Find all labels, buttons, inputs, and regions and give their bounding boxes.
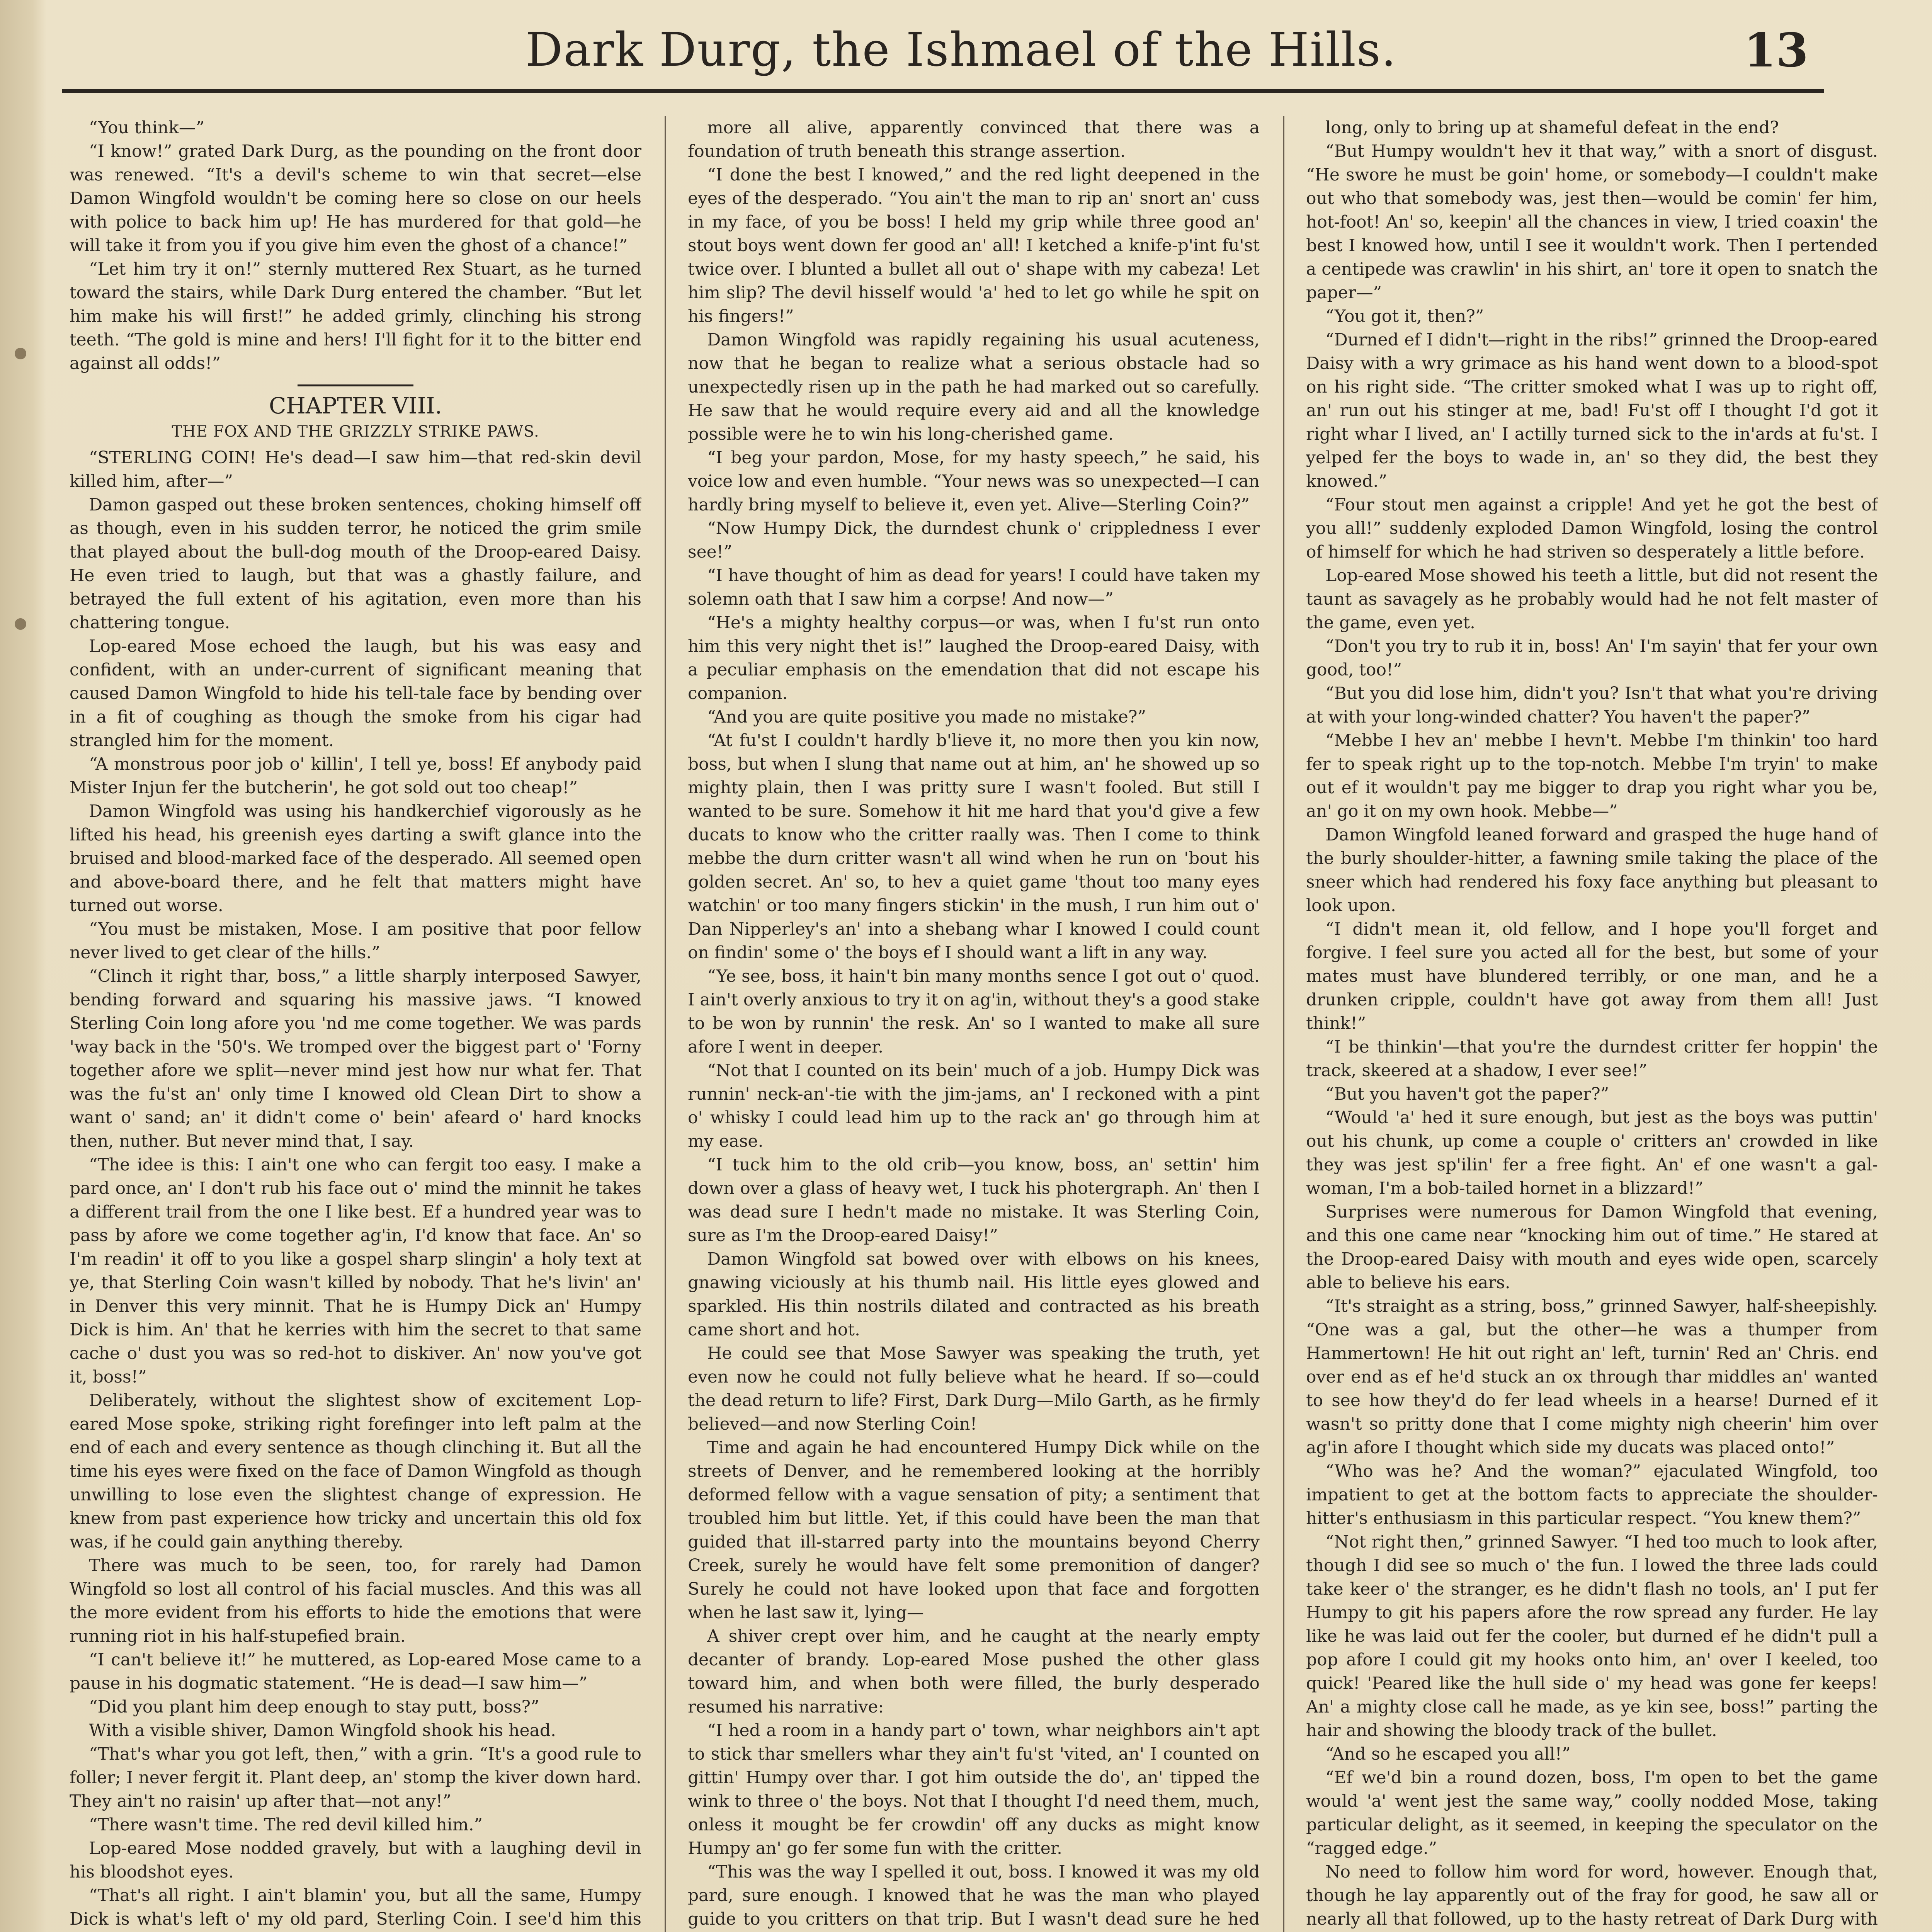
paragraph: “I beg your pardon, Mose, for my hasty speech,” he said, his voice low and even humble. “Your news was so unexpected—I can hardly bring myself to believe it, even yet. Alive—Sterling Coin?” [688, 448, 1260, 515]
paragraph: Damon Wingfold sat bowed over with elbows on his knees, gnawing viciously at his thumb nail. His little eyes glowed and sparkled. His thin nostrils dilated and contracted as his breath came short and hot. [688, 1249, 1260, 1340]
binding-hole [15, 618, 26, 630]
paragraph: “You got it, then?” [1325, 306, 1484, 326]
text-column-2 [688, 116, 1260, 1932]
paragraph: “I didn't mean it, old fellow, and I hope you'll forget and forgive. I feel sure you acted all for the best, but some of your mates must have blundered terribly, or one man, and he a drunken cripple, couldn't have got away from them all! Just think!” [1306, 919, 1878, 1033]
paragraph: “STERLING COIN! He's dead—I saw him—that red-skin devil killed him, after—” [70, 448, 641, 491]
page-number: 13 [1744, 23, 1808, 78]
paragraph: “Not right then,” grinned Sawyer. “I hed too much to look after, though I did see so much o' the fun. I lowed the three lads could take keer o' the stranger, es he didn't flash no tools, an' I put fer Humpy to git his papers afore the row spread any furder. He lay like he was laid out fer the cooler, but durned ef he didn't pull a pop afore I could git my hooks onto him, an' over I keeled, too quick! 'Peared like the hull side o' my head was gone fer keeps! An' a mighty close call he made, as ye kin see, boss!” parting the hair and showing the bloody track of the bullet. [1306, 1532, 1878, 1740]
paragraph: Damon Wingfold leaned forward and grasped the huge hand of the burly shoulder-hitter, a fawning smile taking the place of the sneer which had rendered his foxy face anything but pleasant to look upon. [1306, 825, 1878, 915]
paragraph: “He's a mighty healthy corpus—or was, when I fu'st run onto him this very night thet is!” laughed the Droop-eared Daisy, with a peculiar emphasis on the emendation that did not escape his companion. [688, 613, 1260, 703]
column-1-opening-paragraphs [70, 116, 641, 375]
paragraph: “At fu'st I couldn't hardly b'lieve it, no more then you kin now, boss, but when I slung that name out at him, an' he showed up so mighty plain, then I was pritty sure I wasn't fooled. But still I wanted to be sure. Somehow it hit me hard that you'd give a few ducats to know who the critter raally was. Then I come to think mebbe the durn critter wasn't all wind when he run on 'bout his golden secret. An' so, to hev a quiet game 'thout too many eyes watchin' or too many fingers stickin' in the mush, I run him out o' Dan Nipperley's an' into a shebang whar I knowed I could count on findin' some o' the boys ef I should want a lift in any way. [688, 731, 1260, 963]
paragraph: He could see that Mose Sawyer was speaking the truth, yet even now he could not fully believe what he heard. If so—could the dead return to life? First, Dark Durg—Milo Garth, as he firmly believed—and now Sterling Coin! [688, 1344, 1260, 1434]
paragraph: There was much to be seen, too, for rarely had Damon Wingfold so lost all control of his facial muscles. And this was all the more evident from his efforts to hide the emotions that were running riot in his half-stupefied brain. [70, 1556, 641, 1646]
paragraph: “It's straight as a string, boss,” grinned Sawyer, half-sheepishly. “One was a gal, but the other—he was a thumper from Hammertown! He hit out right an' left, turnin' Red an' Chris. end over end as ef he'd stuck an ox through thar middles an' wanted to see how they'd do fer lead wheels in a hearse! Durned ef it wasn't so pritty done that I come mighty nigh cheerin' him over ag'in afore I thought which side my ducats was placed onto!” [1306, 1296, 1878, 1458]
column-rule [665, 116, 666, 1932]
page-header [62, 8, 1824, 93]
paragraph: “A monstrous poor job o' killin', I tell ye, boss! Ef anybody paid Mister Injun fer the butcherin', he got sold out too cheap!” [70, 754, 641, 798]
paragraph: “And so he escaped you all!” [1325, 1744, 1571, 1764]
paragraph: With a visible shiver, Damon Wingfold shook his head. [89, 1721, 556, 1740]
paragraph: A shiver crept over him, and he caught at the nearly empty decanter of brandy. Lop-eared Mose pushed the other glass toward him, and when both were filled, the burly desperado resumed his narrative: [688, 1626, 1260, 1717]
paragraph: “Ye see, boss, it hain't bin many months sence I got out o' quod. I ain't overly anxious to try it on ag'in, without they's a good stake to be won by runnin' the resk. An' so I wanted to make all sure afore I went in deeper. [688, 966, 1260, 1057]
paragraph: “There wasn't time. The red devil killed him.” [89, 1815, 483, 1835]
paragraph: “Clinch it right thar, boss,” a little sharply interposed Sawyer, bending forward and squaring his massive jaws. “I knowed Sterling Coin long afore you 'nd me come together. We was pards 'way back in the '50's. We tromped over the biggest part o' 'Forny together afore we split—never mind jest how nur what fer. That was the fu'st an' only time I knowed old Clean Dirt to show a want o' sand; an' it didn't come o' bein' afeard o' hard knocks then, nuther. But never mind that, I say. [70, 966, 641, 1151]
paragraph: Damon Wingfold was using his handkerchief vigorously as he lifted his head, his greenish eyes darting a swift glance into the bruised and blood-marked face of the desperado. All seemed open and above-board there, and he felt that matters might have turned out worse. [70, 801, 641, 915]
paragraph: “I be thinkin'—that you're the durndest critter fer hoppin' the track, skeered at a shadow, I ever see!” [1306, 1037, 1878, 1080]
binding-hole [15, 348, 26, 359]
chapter-divider [298, 384, 413, 386]
paragraph: “I can't believe it!” he muttered, as Lop-eared Mose came to a pause in his dogmatic statement. “He is dead—I saw him—” [70, 1650, 641, 1693]
paragraph: “But you did lose him, didn't you? Isn't that what you're driving at with your long-winded chatter? You haven't the paper?” [1306, 684, 1878, 727]
paragraph: Lop-eared Mose echoed the laugh, but his was easy and confident, with an under-current of significant meaning that caused Damon Wingfold to hide his tell-tale face by bending over in a fit of coughing as though the smoke from his cigar had strangled him for the moment. [70, 636, 641, 750]
paragraph: Lop-eared Mose showed his teeth a little, but did not resent the taunt as savagely as he probably would had he not felt master of the game, even yet. [1306, 566, 1878, 633]
text-column-1 [70, 116, 641, 1932]
running-title: Dark Durg, the Ishmael of the Hills. [526, 23, 1397, 77]
paragraph: “You think—” [89, 118, 205, 138]
paragraph: “I done the best I knowed,” and the red light deepened in the eyes of the desperado. “You ain't the man to rip an' snort an' cuss in my face, of you be boss! I held my grip while three good an' stout boys went down fer good an' all! I ketched a knife-p'int fu'st twice over. I blunted a bullet all out o' shape with my cabeza! Let him slip? The devil hisself would 'a' hed to let go while he spit on his fingers!” [688, 165, 1260, 326]
paragraph: “That's whar you got left, then,” with a grin. “It's a good rule to foller; I never fergit it. Plant deep, an' stomp the kiver down hard. They ain't no raisin' up after that—not any!” [70, 1744, 641, 1811]
paragraph: “Four stout men against a cripple! And yet he got the best of you all!” suddenly exploded Damon Wingfold, losing the control of himself for which he had striven so desperately a little before. [1306, 495, 1878, 562]
paragraph: No need to follow him word for word, however. Enough that, though he lay apparently out of the fray for good, he saw all or nearly all that followed, up to the hasty retreat of Dark Durg with [1306, 1862, 1878, 1929]
paragraph: “I tuck him to the old crib—you know, boss, an' settin' him down over a glass of heavy wet, I tuck his photergraph. An' then I was dead sure I hedn't made no mistake. It was Sterling Coin, sure as I'm the Droop-eared Daisy!” [688, 1155, 1260, 1245]
paragraph: “Durned ef I didn't—right in the ribs!” grinned the Droop-eared Daisy with a wry grimace as his hand went down to a blood-spot on his right side. “The critter smoked what I was up to right off, an' run out his stinger at me, bad! Fu'st off I thought I'd got it right whar I lived, an' I actilly turned sick to the in'ards at fu'st. I yelped fer the boys to wade in, an' so they did, the best they knowed.” [1306, 330, 1878, 491]
paragraph: “I hed a room in a handy part o' town, whar neighbors ain't apt to stick thar smellers whar they ain't fu'st 'vited, an' I counted on gittin' Humpy over thar. I got him outside the do', an' tipped the wink to three o' the boys. Not that I thought I'd need them, much, onless it mought be fer crowdin' off any ducks as might know Humpy an' go fer some fun with the critter. [688, 1721, 1260, 1858]
paragraph: “Don't you try to rub it in, boss! An' I'm sayin' that fer your own good, too!” [1306, 636, 1878, 680]
paragraph: “Ef we'd bin a round dozen, boss, I'm open to bet the game would 'a' went jest the same way,” coolly nodded Mose, taking particular delight, as it seemed, in keeping the speculator on the “ragged edge.” [1306, 1768, 1878, 1858]
paragraph: Surprises were numerous for Damon Wingfold that evening, and this one came near “knocking him out of time.” He stared at the Droop-eared Daisy with mouth and eyes wide open, scarcely able to believe his ears. [1306, 1202, 1878, 1293]
paragraph: more all alive, apparently convinced that there was a foundation of truth beneath this strange assertion. [688, 118, 1260, 161]
paragraph: “Mebbe I hev an' mebbe I hevn't. Mebbe I'm thinkin' too hard fer to speak right up to the top-notch. Mebbe I'm tryin' to make out ef it wouldn't pay me bigger to drap you right whar you be, an' go it on my own hook. Mebbe—” [1306, 731, 1878, 821]
paragraph: Deliberately, without the slightest show of excitement Lop-eared Mose spoke, striking right forefinger into left palm at the end of each and every sentence as though clinching it. But all the time his eyes were fixed on the face of Damon Wingfold as though unwilling to lose even the slightest change of expression. He knew from past experience how tricky and uncertain this old fox was, if he could gain anything thereby. [70, 1391, 641, 1552]
paragraph: “I know!” grated Dark Durg, as the pounding on the front door was renewed. “It's a devil's scheme to win that secret—else Damon Wingfold wouldn't be coming here so close on our heels with police to back him up! He has murdered for that gold—he will take it from you if you give him even the ghost of a chance!” [70, 141, 641, 255]
page-binding-edge [0, 0, 46, 1932]
paragraph: “But you haven't got the paper?” [1325, 1084, 1609, 1104]
text-column-3 [1306, 116, 1878, 1932]
paragraph: “You must be mistaken, Mose. I am positive that poor fellow never lived to get clear of the hills.” [70, 919, 641, 963]
paragraph: “Now Humpy Dick, the durndest chunk o' crippledness I ever see!” [688, 519, 1260, 562]
chapter-subtitle: THE FOX AND THE GRIZZLY STRIKE PAWS. [172, 423, 539, 440]
paragraph: “And you are quite positive you made no mistake?” [707, 707, 1146, 727]
column-rule [1283, 116, 1284, 1932]
paragraph: long, only to bring up at shameful defeat in the end? [1325, 118, 1779, 138]
paragraph: Lop-eared Mose nodded gravely, but with a laughing devil in his bloodshot eyes. [70, 1838, 641, 1882]
paragraph: “Would 'a' hed it sure enough, but jest as the boys was puttin' out his chunk, up come a couple o' critters an' crowded in like they was jest sp'ilin' fer a free fight. An' ef one wasn't a gal-woman, I'm a bob-tailed hornet in a blizzard!” [1306, 1108, 1878, 1198]
paragraph: Damon Wingfold was rapidly regaining his usual acuteness, now that he began to realize what a serious obstacle had so unexpectedly risen up in the path he had marked out so carefully. He saw that he would require every aid and all the knowledge possible were he to win his long-cherished game. [688, 330, 1260, 444]
column-1-chapter-paragraphs [70, 446, 641, 1932]
paragraph: “The idee is this: I ain't one who can fergit too easy. I make a pard once, an' I don't rub his face out o' mind the minnit he takes a different trail from the one I like best. Ef a hundred year was to pass by afore we come together ag'in, I'd know that face. An' so I'm readin' it off to you like a gospel sharp slingin' a holy text at ye, that Sterling Coin wasn't killed by nobody. That he's livin' an' in Denver this very minnit. That he is Humpy Dick an' Humpy Dick is him. An' that he kerries with him the secret to that same cache o' dust you was so red-hot to diskiver. An' now you've got it, boss!” [70, 1155, 641, 1387]
paragraph: “Who was he? And the woman?” ejaculated Wingfold, too impatient to get at the bottom facts to appreciate the shoulder-hitter's enthusiasm in this particular respect. “You knew them?” [1306, 1461, 1878, 1528]
paragraph: “Did you plant him deep enough to stay putt, boss?” [89, 1697, 539, 1717]
paragraph: Time and again he had encountered Humpy Dick while on the streets of Denver, and he remembered looking at the horribly deformed fellow with a vague sensation of pity; a sentiment that troubled him but little. Yet, if this could have been the man that guided that ill-starred party into the mountains beyond Cherry Creek, surely he would have felt some premonition of danger? Surely he could not have looked upon that face and forgotten when he last saw it, lying— [688, 1438, 1260, 1622]
paragraph: “This was the way I spelled it out, boss. I knowed it was my old pard, sure enough. I knowed that he was the man who played guide to you critters on that trip. But I wasn't dead sure he hed [688, 1862, 1260, 1929]
paragraph: “Not that I counted on its bein' much of a job. Humpy Dick was runnin' neck-an'-tie with the jim-jams, an' I reckoned with a pint o' whisky I could lead him up to the rack an' go through him at my ease. [688, 1061, 1260, 1151]
chapter-title: CHAPTER VIII. [269, 393, 442, 419]
paragraph: Damon gasped out these broken sentences, choking himself off as though, even in his sudden terror, he noticed the grim smile that played about the bull-dog mouth of the Droop-eared Daisy. He even tried to laugh, but that was a ghastly failure, and betrayed the full extent of his agitation, even more than his chattering tongue. [70, 495, 641, 633]
paragraph: “But Humpy wouldn't hev it that way,” with a snort of disgust. “He swore he must be goin' home, or somebody—I couldn't make out who that somebody was, jest then—would be comin' fer him, hot-foot! An' so, keepin' all the chances in view, I tried coaxin' the best I knowed how, until I see it wouldn't work. Then I pertended a centipede was crawlin' in his shirt, an' tore it open to snatch the paper—” [1306, 141, 1878, 303]
paragraph: “That's all right. I ain't blamin' you, but all the same, Humpy Dick is what's left o' my old pard, Sterling Coin. I see'd him this [70, 1886, 641, 1929]
paragraph: “I have thought of him as dead for years! I could have taken my solemn oath that I saw him a corpse! And now—” [688, 566, 1260, 609]
paragraph: “Let him try it on!” sternly muttered Rex Stuart, as he turned toward the stairs, while Dark Durg entered the chamber. “But let him make his will first!” he added grimly, clinching his strong teeth. “The gold is mine and hers! I'll fight for it to the bitter end against all odds!” [70, 259, 641, 373]
